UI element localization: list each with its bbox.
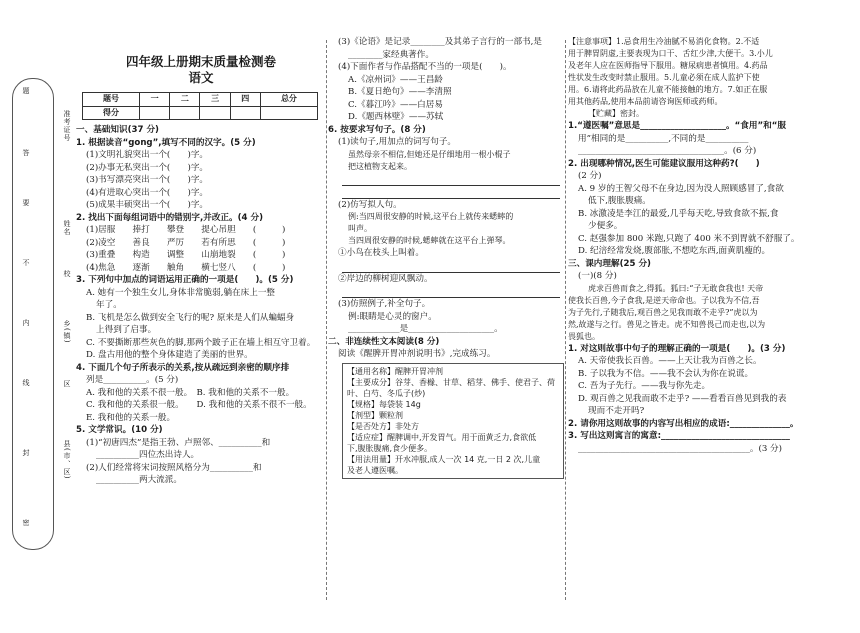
leaflet-line: 【用法用量】开水冲服,成人一次 14 克,一日 2 次,儿童 [347, 454, 541, 464]
column-divider [326, 40, 327, 600]
answer-line[interactable] [342, 173, 560, 186]
question-line: 3. 下列句中加点的词语运用正确的一项是( )。(5 分) [76, 275, 294, 285]
question-line: 用”相同的是__________,不同的是__________ [578, 133, 749, 144]
question-line: (3)《论语》是记录________及其弟子言行的一部书,是 [338, 37, 542, 47]
score-cell: 得分 [83, 106, 140, 120]
score-cell: 二 [170, 93, 200, 107]
question-line: 畏狐也。 [568, 331, 600, 341]
field-label: 乡(镇) [63, 320, 71, 344]
score-table [82, 92, 318, 120]
binding-label: 题 [22, 87, 30, 95]
score-cell[interactable] [140, 106, 170, 120]
question-line: 上得到了启事。 [96, 325, 157, 335]
binding-label: 要 [22, 199, 30, 207]
question-line: (4)焦急 逐渐 触角 横七竖八 ( ) [86, 262, 286, 273]
question-line: (3)仿照例子,补全句子。 [338, 299, 431, 309]
leaflet-line: 【通用名称】醒脾开胃冲剂 [347, 366, 443, 376]
question-line: 5. 文学常识。(10 分) [76, 425, 163, 435]
question-line: C. 赵强参加 800 米跑,只跑了 400 米不到胃就不舒服了。 [578, 233, 800, 244]
question-line: ②岸边的柳树迎风飘动。 [338, 273, 433, 284]
question-line: (2)仿写拟人句。 [338, 199, 402, 210]
leaflet-line: 【剂型】颗粒剂 [347, 410, 403, 420]
question-line: 年了。 [96, 300, 122, 310]
question-line: A. 9 岁的王智父母不在身边,因为没人照顾感冒了,食欲 [578, 183, 784, 194]
field-label: 校 [63, 270, 71, 278]
column-2 [328, 36, 564, 481]
question-line: D. 盘古用他的整个身体建造了美丽的世界。 [86, 350, 253, 360]
field-label: 准考证号 [63, 110, 71, 142]
question-line: (2)办事无私突出一个( )字。 [86, 162, 209, 173]
question-line: 2. 出现哪种情况,医生可能建议服用这种药?( ) [568, 158, 760, 169]
question-line: (4)下面作者与作品搭配不当的一项是( )。 [338, 62, 512, 72]
column-divider [565, 40, 566, 600]
question-line: 为子先行,子随我后,观百兽之见我而敢不走乎?”虎以为 [568, 307, 758, 317]
question-line: B. 飞机是怎么做到安全飞行的呢? 原来是人们从蝙蝠身 [86, 312, 295, 323]
question-line: 性状发生改变时禁止服用。5.儿童必须在成人监护下使 [568, 73, 760, 82]
question-line: ________________________________________。(3 分) [578, 443, 782, 454]
answer-line[interactable] [342, 186, 560, 199]
medicine-leaflet [342, 363, 564, 479]
leaflet-line: 【规格】每袋装 14g [347, 399, 421, 409]
score-cell: 总分 [260, 93, 317, 107]
field-label: 区 [63, 380, 71, 388]
question-line: (2)人们经常将宋词按照风格分为__________和 [86, 462, 262, 473]
binding-margin [12, 78, 54, 550]
question-line: 1. 根据读音“gong”,填写不同的汉字。(5 分) [76, 137, 256, 148]
question-line: (1)居服 捧打 攀登 提心吊胆 ( ) [86, 225, 286, 235]
question-line: (5)成果丰硕突出一个( )字。 [86, 200, 209, 210]
score-table-row [83, 106, 318, 120]
question-line: 使我长百兽,今子食我,是逆天帝命也。子以我为不信,吾 [568, 295, 760, 305]
question-line: (1)读句子,用加点的词写句子。 [338, 137, 457, 147]
question-line: 及老年人应在医师指导下服用。糖尿病患者慎用。4.药品 [568, 61, 768, 70]
binding-label: 密 [22, 519, 30, 527]
score-cell[interactable] [200, 106, 230, 120]
question-line: (2)凌空 善良 严厉 若有所思 ( ) [86, 237, 286, 248]
question-line: D.《题西林壁》——苏轼 [348, 112, 444, 122]
binding-label: 内 [22, 319, 30, 327]
question-line: A. 天帝使我长百兽。——上天让我为百兽之长。 [578, 356, 762, 366]
question-line: B.《夏日绝句》——李清照 [348, 87, 452, 97]
leaflet-line: 及老人遵医嘱。 [347, 465, 403, 475]
column-1-questions [76, 124, 326, 487]
question-line: 低下,腹胀腹痛。 [588, 196, 651, 206]
exam-title: 四年级上册期末质量检测卷 [125, 54, 276, 69]
field-label: 县(市、区) [63, 440, 71, 480]
score-cell[interactable] [230, 106, 260, 120]
question-line: 用。6.请将此药品放在儿童不能接触的地方。7.如正在服 [568, 85, 768, 94]
question-line: 4. 下面几个句子所表示的关系,按从疏远到亲密的顺序排 [76, 362, 290, 373]
question-line: D. 纪涪经常发烧,腹部胀,不想吃东西,面黄肌瘦的。 [578, 246, 771, 256]
question-line: __________________________________。(6 分) [578, 146, 757, 156]
question-line: 当四周很安静的时候,蟋蟀就在这平台上弹琴。 [348, 236, 511, 245]
score-cell: 四 [230, 93, 260, 107]
answer-line[interactable] [342, 285, 560, 298]
column-3 [568, 36, 818, 455]
question-line: A. 我和他的关系不很一般。 B. 我和他的关系不一般。 [86, 387, 295, 398]
question-line: 虽然母亲不相信,但她还是仔细地用一根小棍子 [348, 149, 511, 159]
binding-label: 封 [22, 449, 30, 457]
question-line: 【注意事项】1.忌食用生冷油腻不易消化食物。2.不适 [568, 37, 760, 46]
question-line: C. 不要撕断那些灰色的脚,那两个跛子正在墙上相互守卫着。 [86, 337, 316, 348]
question-line: 阅读《醒脾开胃冲剂说明书》,完成练习。 [338, 349, 496, 359]
score-cell: 三 [200, 93, 230, 107]
question-line: 2. 请你用这则故事的内容写出相应的成语:______________。 [568, 418, 799, 429]
leaflet-line: 【主要成分】谷芽、香橼、甘草、稻芽、佛手、使君子、荷 [347, 377, 555, 387]
question-line: (4)有进取心突出一个( )字。 [86, 187, 209, 198]
binding-label: 线 [22, 379, 30, 387]
question-line: 例:眼睛是心灵的窗户。 [348, 311, 437, 322]
question-line: D. 观百兽之见我而敢不走乎? ——看看百兽见到我的表 [578, 393, 787, 404]
score-cell[interactable] [260, 106, 317, 120]
question-line: 6. 按要求写句子。(8 分) [328, 124, 426, 135]
score-table-header [83, 93, 318, 107]
question-line: 用其他药品,使用本品前请咨询医师或药师。 [568, 97, 723, 106]
binding-label: 不 [22, 259, 30, 267]
question-line: 用于脾胃阴虚,主要表现为口干、舌红少津,大便干。3.小儿 [568, 49, 773, 58]
question-line: 二、非连续性文本阅读(8 分) [328, 336, 440, 347]
question-line: 三、课内理解(25 分) [568, 258, 651, 269]
question-line: (3)重叠 构造 调整 山崩地裂 ( ) [86, 250, 286, 260]
question-line: B. 子以我为不信。——我不会认为你在说谎。 [578, 368, 754, 379]
column-3-questions [568, 36, 818, 455]
question-line: (一)(8 分) [578, 271, 617, 281]
question-line: __________四位杰出诗人。 [96, 450, 200, 460]
question-line: 虎求百兽而食之,得狐。狐曰:“子无敢食我也! 天帝 [588, 283, 764, 293]
question-line: __________两大流派。 [96, 475, 182, 485]
question-line: (3)书写漂亮突出一个( )字。 [86, 175, 209, 185]
question-line: 然,故遂与之行。兽见之皆走。虎不知兽畏己而走也,以为 [568, 319, 766, 329]
leaflet-line: 叶、白芍、冬瓜子(炒) [347, 388, 426, 398]
question-line: ①小鸟在枝头上叫着。 [338, 248, 424, 258]
score-cell: 一 [140, 93, 170, 107]
field-label: 姓名 [63, 220, 71, 236]
leaflet-line: 【适应症】醒脾调中,开发胃气。用于面黄乏力,食欲低 [347, 432, 537, 442]
question-line: 1. 对这则故事中句子的理解正确的一项是( )。(3 分) [568, 343, 786, 354]
question-line: (1)文明礼貌突出一个( )字。 [86, 150, 209, 160]
score-cell[interactable] [170, 106, 200, 120]
question-line: ____________是____________________。 [348, 324, 503, 334]
question-line: 少便多。 [588, 221, 623, 231]
column-2-questions [328, 36, 564, 361]
question-line: 现而不走开吗? [588, 406, 645, 416]
question-line: 例:当四周很安静的时候,这平台上就传来蟋蟀的 [348, 212, 514, 221]
question-line: E. 我和他的关系一般。 [86, 412, 176, 423]
score-cell: 题号 [83, 93, 140, 107]
question-line: C. 吾为子先行。——我与你先走。 [578, 381, 711, 391]
question-line: A. 她有一个独生女儿,身体非常脆弱,躺在床上一整 [86, 287, 276, 298]
leaflet-line: 【是否处方】非处方 [347, 421, 419, 431]
question-line: 2. 找出下面每组词语中的错别字,并改正。(4 分) [76, 212, 264, 223]
question-line: 3. 写出这则寓言的寓意:______________________________ [568, 431, 790, 441]
student-info-fields [62, 110, 74, 570]
question-line: B. 冰激凌是李江的最爱,几乎每天吃,导致食欲不振,食 [578, 208, 779, 219]
question-line: 1.“遵医嘱”意思是____________________。“食用”和“服 [568, 121, 786, 131]
question-line: C.《暮江吟》——白居易 [348, 99, 443, 110]
question-line: (2 分) [578, 171, 602, 181]
answer-line[interactable] [342, 260, 560, 273]
exam-subject: 语文 [188, 70, 214, 85]
question-line: 把这植物支起来。 [348, 161, 412, 171]
question-line: 一、基础知识(37 分) [76, 125, 159, 135]
question-line: ________家经典著作。 [348, 49, 434, 60]
leaflet-line: 下,腹胀腹痛,食少便多。 [347, 443, 433, 453]
column-1 [76, 36, 326, 487]
binding-label: 答 [22, 149, 30, 157]
question-line: 叫声。 [348, 224, 372, 233]
question-line: (1)“初唐四杰”是指王勃、卢照邻、__________和 [86, 437, 271, 448]
question-line: C. 我和他的关系很一般。 D. 我和他的关系不很不一般。 [86, 400, 312, 410]
question-line: 【贮藏】密封。 [588, 109, 644, 118]
question-line: 列是__________。(5 分) [86, 375, 179, 385]
question-line: A.《凉州词》——王昌龄 [348, 74, 443, 85]
